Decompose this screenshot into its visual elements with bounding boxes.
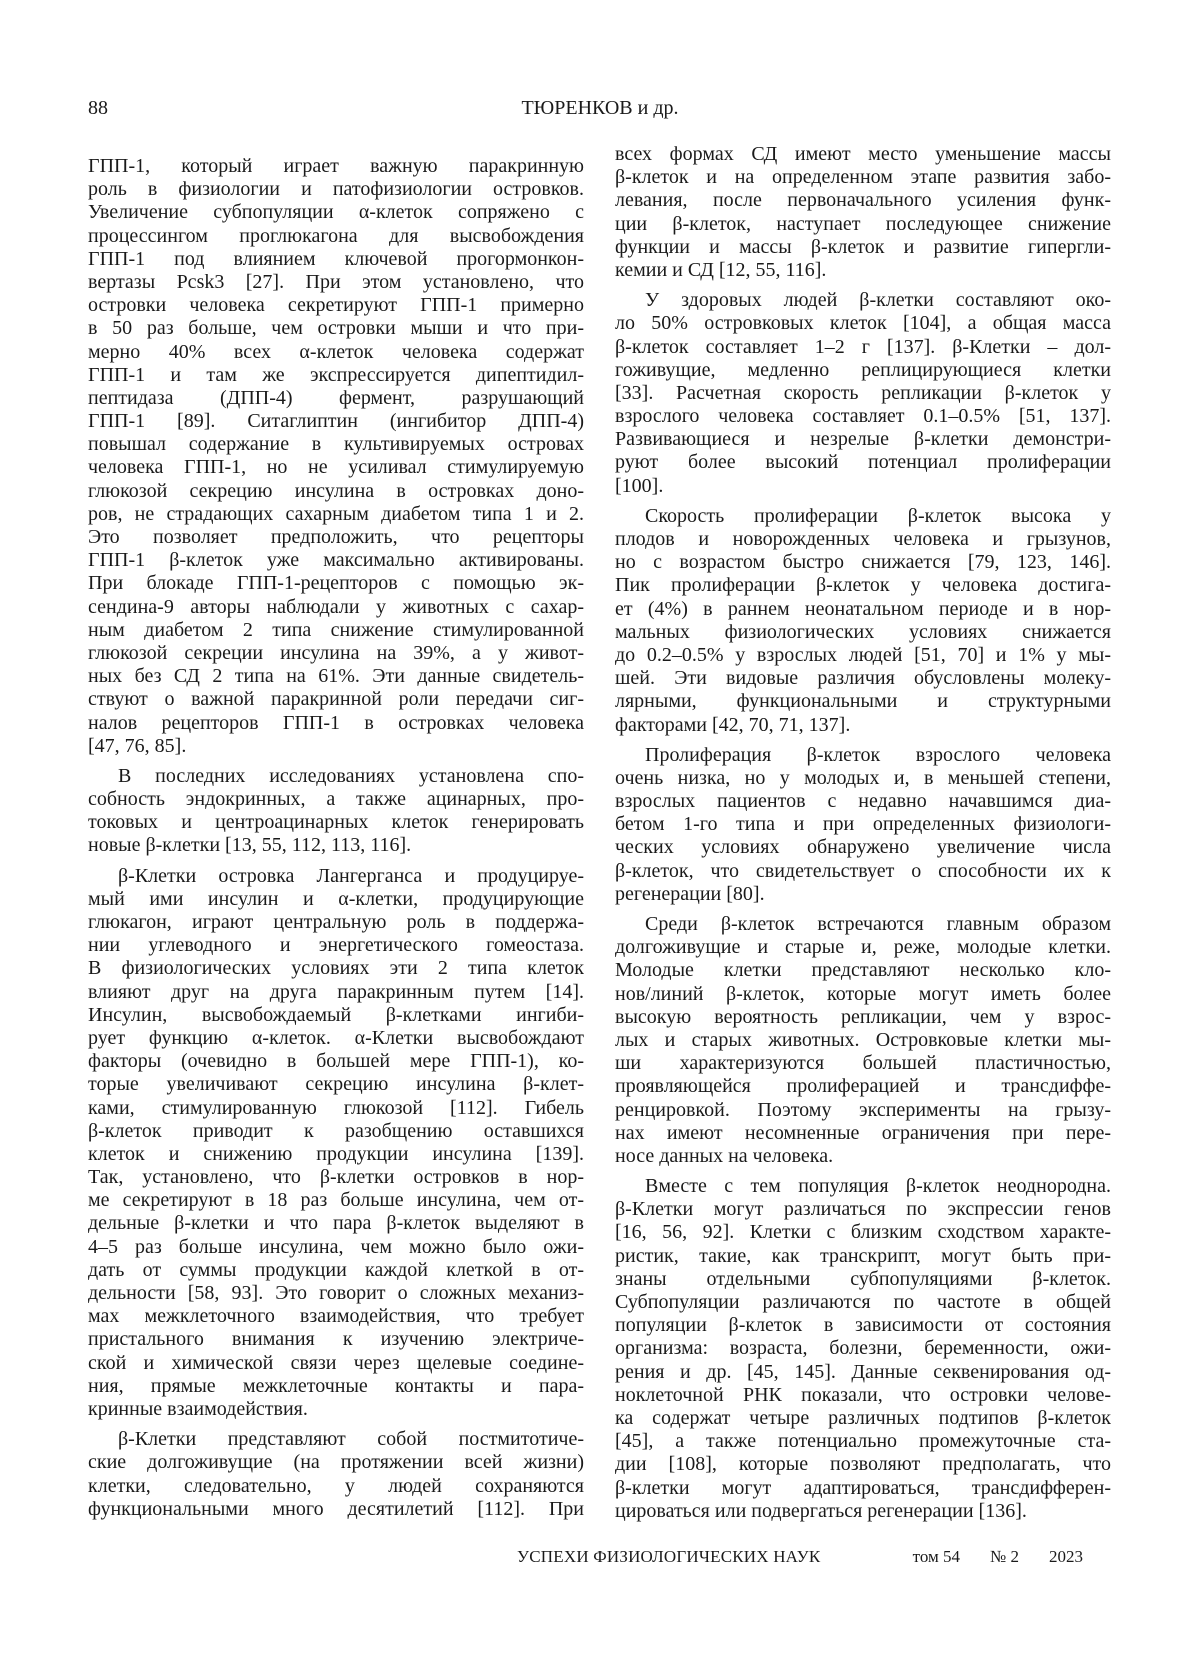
- journal-year: 2023: [1049, 1545, 1083, 1569]
- text-line: ствуют о важной паракринной роли передачи сиг-: [88, 688, 584, 711]
- text-line: популяции β-клеток в зависимости от состояния: [615, 1314, 1111, 1337]
- text-line: мый ими инсулин и α-клетки, продуцирующие: [88, 888, 584, 911]
- text-line: шей. Эти видовые различия обусловлены молеку-: [615, 667, 1111, 690]
- text-line: клеток и снижению продукции инсулина [139].: [88, 1143, 584, 1166]
- text-line: [100].: [615, 475, 1111, 498]
- text-line: ГПП-1 и там же экспрессируется дипептидил-: [88, 364, 584, 387]
- text-line: вертазы Pcsk3 [27]. При этом установлено, что: [88, 271, 584, 294]
- right-column: [615, 143, 1111, 1530]
- text-line: В последних исследованиях установлена спо-: [88, 765, 584, 788]
- text-line: [45], а также потенциально промежуточные ста-: [615, 1430, 1111, 1453]
- text-line: Развивающиеся и незрелые β-клетки демонстри-: [615, 428, 1111, 451]
- text-line: В физиологических условиях эти 2 типа клеток: [88, 957, 584, 980]
- text-line: β-клеток составляет 1–2 г [137]. β-Клетки – дол-: [615, 336, 1111, 359]
- text-line: нах имеют несомненные ограничения при пере-: [615, 1122, 1111, 1145]
- text-line: ме секретируют в 18 раз больше инсулина, чем от-: [88, 1189, 584, 1212]
- text-line: Пролиферация β-клеток взрослого человека: [615, 744, 1111, 767]
- text-line: ренцировкой. Поэтому эксперименты на грызу-: [615, 1099, 1111, 1122]
- text-line: взрослого человека составляет 0.1–0.5% [51, 137].: [615, 405, 1111, 428]
- text-line: дии [108], которые позволяют предполагать, что: [615, 1453, 1111, 1476]
- text-line: мах межклеточного взаимодействия, что требует: [88, 1305, 584, 1328]
- text-line: Пик пролиферации β-клеток у человека достига-: [615, 574, 1111, 597]
- text-line: носе данных на человека.: [615, 1145, 1111, 1168]
- text-line: организма: возраста, болезни, беременности, ожи-: [615, 1337, 1111, 1360]
- text-line: кемии и СД [12, 55, 116].: [615, 259, 1111, 282]
- text-line: ской и химической связи через щелевые соедине-: [88, 1352, 584, 1375]
- text-line: но с возрастом быстро снижается [79, 123, 146].: [615, 551, 1111, 574]
- paragraph: [615, 505, 1111, 737]
- journal-issue: № 2: [990, 1545, 1019, 1569]
- text-line: долгоживущие и старые и, реже, молодые клетки.: [615, 936, 1111, 959]
- text-line: β-Клетки представляют собой постмитотиче-: [88, 1428, 584, 1451]
- text-line: [47, 76, 85].: [88, 735, 584, 758]
- text-line: Скорость пролиферации β-клеток высока у: [615, 505, 1111, 528]
- text-line: дельные β-клетки и что пара β-клеток выделяют в: [88, 1212, 584, 1235]
- paragraph: [88, 155, 584, 758]
- text-line: факторами [42, 70, 71, 137].: [615, 714, 1111, 737]
- text-line: гоживущие, медленно реплицирующиеся клетки: [615, 359, 1111, 382]
- text-line: ГПП-1 под влиянием ключевой прогормонкон-: [88, 248, 584, 271]
- text-line: Так, установлено, что β-клетки островков в нор-: [88, 1166, 584, 1189]
- paragraph: [615, 744, 1111, 906]
- text-line: глюкозой секрецию инсулина в островках доно-: [88, 480, 584, 503]
- text-line: ных без СД 2 типа на 61%. Эти данные свидетель-: [88, 665, 584, 688]
- text-line: человека ГПП-1, но не усиливал стимулируемую: [88, 456, 584, 479]
- text-line: β-клеток, что свидетельствует о способности их к: [615, 860, 1111, 883]
- paragraph: [88, 865, 584, 1422]
- text-line: β-клетки могут адаптироваться, трансдифферен-: [615, 1477, 1111, 1500]
- paragraph: [88, 1428, 584, 1521]
- text-line: проявляющейся пролиферацией и трансдиффе-: [615, 1075, 1111, 1098]
- text-line: ши характеризуются большей пластичностью,: [615, 1052, 1111, 1075]
- text-line: высокую вероятность репликации, чем у взрос-: [615, 1006, 1111, 1029]
- text-line: торые увеличивают секрецию инсулина β-клет-: [88, 1073, 584, 1096]
- text-line: налов рецепторов ГПП-1 в островках человека: [88, 712, 584, 735]
- text-line: повышал содержание в культивируемых островах: [88, 433, 584, 456]
- text-line: β-Клетки могут различаться по экспрессии генов: [615, 1198, 1111, 1221]
- text-line: β-клеток приводит к разобщению оставшихся: [88, 1120, 584, 1143]
- text-line: Инсулин, высвобождаемый β-клетками ингиби-: [88, 1004, 584, 1027]
- journal-volume: том 54: [913, 1545, 960, 1569]
- text-line: островки человека секретируют ГПП-1 примерно: [88, 294, 584, 317]
- text-line: токовых и центроацинарных клеток генерировать: [88, 811, 584, 834]
- text-line: Это позволяет предположить, что рецепторы: [88, 526, 584, 549]
- text-line: в 50 раз больше, чем островки мыши и что при-: [88, 317, 584, 340]
- text-line: 4–5 раз больше инсулина, чем можно было ожи-: [88, 1236, 584, 1259]
- text-line: [16, 56, 92]. Клетки с близким сходством характе-: [615, 1221, 1111, 1244]
- text-line: глюкозой секреции инсулина на 39%, а у живот-: [88, 642, 584, 665]
- text-line: ло 50% островковых клеток [104], а общая масса: [615, 312, 1111, 335]
- text-line: мальных физиологических условиях снижается: [615, 621, 1111, 644]
- text-line: ка содержат четыре различных подтипов β-клеток: [615, 1407, 1111, 1430]
- text-line: знаны отдельными субпопуляциями β-клеток.: [615, 1268, 1111, 1291]
- text-line: дельности [58, 93]. Это говорит о сложных механиз-: [88, 1282, 584, 1305]
- text-line: ния, прямые межклеточные контакты и пара-: [88, 1375, 584, 1398]
- text-line: пристального внимания к изучению электриче-: [88, 1328, 584, 1351]
- text-line: Увеличение субпопуляции α-клеток сопряжено с: [88, 201, 584, 224]
- text-line: ет (4%) в раннем неонатальном периоде и в нор-: [615, 598, 1111, 621]
- text-line: глюкагон, играют центральную роль в поддержа-: [88, 911, 584, 934]
- text-line: регенерации [80].: [615, 883, 1111, 906]
- text-line: левания, после первоначального усиления функ-: [615, 189, 1111, 212]
- text-line: роль в физиологии и патофизиологии островков.: [88, 178, 584, 201]
- text-line: нии углеводного и энергетического гомеостаза.: [88, 934, 584, 957]
- text-line: ками, стимулированную глюкозой [112]. Гибель: [88, 1097, 584, 1120]
- text-line: мерно 40% всех α-клеток человека содержат: [88, 341, 584, 364]
- text-line: рения и др. [45, 145]. Данные секвенирования од-: [615, 1361, 1111, 1384]
- text-line: Субпопуляции различаются по частоте в общей: [615, 1291, 1111, 1314]
- paragraph: [88, 765, 584, 858]
- text-line: лярными, функциональными и структурными: [615, 690, 1111, 713]
- text-line: Молодые клетки представляют несколько кло-: [615, 959, 1111, 982]
- paragraph: [615, 1175, 1111, 1523]
- text-line: [33]. Расчетная скорость репликации β-клеток у: [615, 382, 1111, 405]
- journal-name: УСПЕХИ ФИЗИОЛОГИЧЕСКИХ НАУК: [517, 1545, 820, 1569]
- text-line: ГПП-1, который играет важную паракринную: [88, 155, 584, 178]
- text-line: руют более высокий потенциал пролиферации: [615, 451, 1111, 474]
- text-line: дать от суммы продукции каждой клеткой в от-: [88, 1259, 584, 1282]
- text-line: процессингом проглюкагона для высвобождения: [88, 225, 584, 248]
- text-line: ческих условиях обнаружено увеличение числа: [615, 836, 1111, 859]
- text-line: сендина-9 авторы наблюдали у животных с сахар-: [88, 596, 584, 619]
- text-line: взрослых пациентов с недавно начавшимся диа-: [615, 790, 1111, 813]
- text-line: пептидаза (ДПП-4) фермент, разрушающий: [88, 387, 584, 410]
- text-line: ноклеточной РНК показали, что островки челове-: [615, 1384, 1111, 1407]
- paragraph: [615, 913, 1111, 1168]
- text-line: собность эндокринных, а также ацинарных, про-: [88, 788, 584, 811]
- text-line: Среди β-клеток встречаются главным образом: [615, 913, 1111, 936]
- text-line: новые β-клетки [13, 55, 112, 113, 116].: [88, 834, 584, 857]
- text-line: очень низка, но у молодых и, в меньшей степени,: [615, 767, 1111, 790]
- paragraph: [615, 289, 1111, 498]
- text-line: ристик, такие, как транскрипт, могут быть при-: [615, 1245, 1111, 1268]
- text-line: факторы (очевидно в большей мере ГПП-1), ко-: [88, 1050, 584, 1073]
- running-title: ТЮРЕНКОВ и др.: [0, 96, 1200, 120]
- text-line: влияют друг на друга паракринным путем [14].: [88, 981, 584, 1004]
- left-column: [88, 155, 584, 1528]
- text-line: функциональными много десятилетий [112]. При: [88, 1498, 584, 1521]
- text-line: ров, не страдающих сахарным диабетом типа 1 и 2.: [88, 503, 584, 526]
- text-line: Вместе с тем популяция β-клеток неоднородна.: [615, 1175, 1111, 1198]
- page-number: 88: [88, 96, 108, 120]
- text-line: плодов и новорожденных человека и грызунов,: [615, 528, 1111, 551]
- text-line: нов/линий β-клеток, которые могут иметь более: [615, 983, 1111, 1006]
- text-line: кринные взаимодействия.: [88, 1398, 584, 1421]
- text-line: β-Клетки островка Лангерганса и продуцируе-: [88, 865, 584, 888]
- text-line: до 0.2–0.5% у взрослых людей [51, 70] и 1% у мы-: [615, 644, 1111, 667]
- text-line: ции β-клеток, наступает последующее снижение: [615, 213, 1111, 236]
- journal-footer: [517, 1545, 1083, 1569]
- text-line: лых и старых животных. Островковые клетки мы-: [615, 1029, 1111, 1052]
- text-line: всех формах СД имеют место уменьшение массы: [615, 143, 1111, 166]
- paragraph: [615, 143, 1111, 282]
- text-line: При блокаде ГПП-1-рецепторов с помощью эк-: [88, 572, 584, 595]
- text-line: цироваться или подвергаться регенерации [136].: [615, 1500, 1111, 1523]
- text-line: ным диабетом 2 типа снижение стимулированной: [88, 619, 584, 642]
- text-line: У здоровых людей β-клетки составляют око-: [615, 289, 1111, 312]
- text-line: рует функцию α-клеток. α-Клетки высвобождают: [88, 1027, 584, 1050]
- text-line: ГПП-1 β-клеток уже максимально активированы.: [88, 549, 584, 572]
- text-line: функции и массы β-клеток и развитие гипергли-: [615, 236, 1111, 259]
- text-line: клетки, следовательно, у людей сохраняются: [88, 1475, 584, 1498]
- text-line: ГПП-1 [89]. Ситаглиптин (ингибитор ДПП-4): [88, 410, 584, 433]
- text-line: ские долгоживущие (на протяжении всей жизни): [88, 1451, 584, 1474]
- text-line: бетом 1-го типа и при определенных физиологи-: [615, 813, 1111, 836]
- text-line: β-клеток и на определенном этапе развития забо-: [615, 166, 1111, 189]
